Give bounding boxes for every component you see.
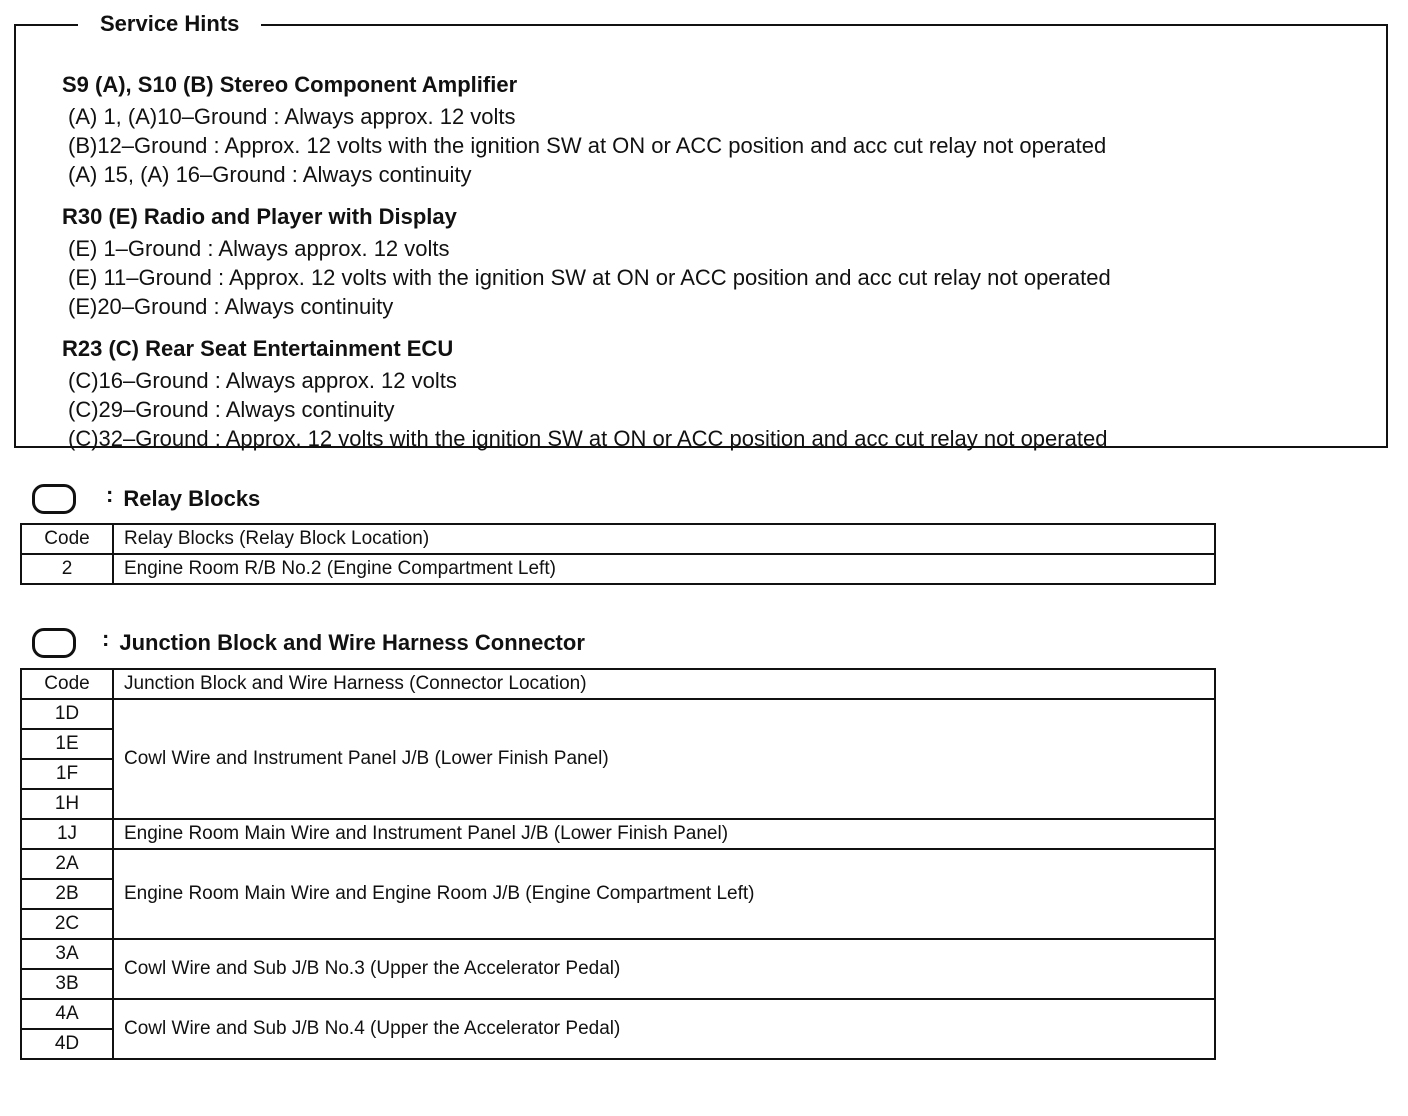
cell-code: 1H [21, 789, 113, 819]
header-location: Junction Block and Wire Harness (Connector Location) [113, 669, 1215, 699]
table-row [21, 939, 1215, 969]
hint-heading: R23 (C) Rear Seat Entertainment ECU [62, 336, 454, 361]
cell-code: 2 [21, 554, 113, 584]
junction-blocks-title: Junction Block and Wire Harness Connector [119, 630, 585, 655]
table-header-row [21, 669, 1215, 699]
cell-code: 2B [21, 879, 113, 909]
hint-group-rear-seat-ecu [62, 334, 1382, 453]
cell-code: 3B [21, 969, 113, 999]
cell-code: 1J [21, 819, 113, 849]
cell-location: Engine Room R/B No.2 (Engine Compartment Left) [113, 554, 1215, 584]
cell-code: 2C [21, 909, 113, 939]
junction-blocks-table [20, 668, 1216, 1060]
cell-location: Cowl Wire and Instrument Panel J/B (Lower Finish Panel) [113, 699, 1215, 819]
hint-line: (E) 11–Ground : Approx. 12 volts with the ignition SW at ON or ACC position and acc cut relay not operated [68, 265, 1111, 290]
hint-line: (A) 15, (A) 16–Ground : Always continuity [68, 162, 472, 187]
relay-blocks-heading [32, 484, 260, 514]
hint-group-radio-player [62, 202, 1382, 321]
hint-group-stereo-amplifier [62, 70, 1382, 189]
hint-heading: R30 (E) Radio and Player with Display [62, 204, 457, 229]
relay-blocks-title: Relay Blocks [123, 486, 261, 511]
service-hints-title: Service Hints [78, 10, 261, 38]
heading-colon: : [102, 626, 110, 651]
hint-line: (E) 1–Ground : Always approx. 12 volts [68, 236, 450, 261]
cell-location: Cowl Wire and Sub J/B No.4 (Upper the Accelerator Pedal) [113, 999, 1215, 1059]
service-hints-box [14, 24, 1388, 451]
table-row [21, 999, 1215, 1029]
relay-blocks-table [20, 523, 1216, 585]
service-hints-body [62, 70, 1382, 466]
hint-line: (B)12–Ground : Approx. 12 volts with the ignition SW at ON or ACC position and acc cut relay not operated [68, 133, 1107, 158]
cell-code: 4D [21, 1029, 113, 1059]
table-row [21, 819, 1215, 849]
table-row [21, 849, 1215, 879]
hint-heading: S9 (A), S10 (B) Stereo Component Amplifier [62, 72, 518, 97]
cell-code: 4A [21, 999, 113, 1029]
junction-blocks-heading [32, 628, 585, 658]
hint-line: (C)16–Ground : Always approx. 12 volts [68, 368, 457, 393]
cell-code: 2A [21, 849, 113, 879]
cell-location: Engine Room Main Wire and Engine Room J/B (Engine Compartment Left) [113, 849, 1215, 939]
cell-location: Engine Room Main Wire and Instrument Panel J/B (Lower Finish Panel) [113, 819, 1215, 849]
cell-location: Cowl Wire and Sub J/B No.3 (Upper the Accelerator Pedal) [113, 939, 1215, 999]
table-row [21, 699, 1215, 729]
header-code: Code [21, 524, 113, 554]
table-row [21, 554, 1215, 584]
cell-code: 1F [21, 759, 113, 789]
junction-block-oval-icon [32, 628, 76, 658]
hint-line: (C)29–Ground : Always continuity [68, 397, 395, 422]
cell-code: 1E [21, 729, 113, 759]
cell-code: 1D [21, 699, 113, 729]
hint-line: (C)32–Ground : Approx. 12 volts with the ignition SW at ON or ACC position and acc cut relay not operated [68, 426, 1108, 451]
header-code: Code [21, 669, 113, 699]
hint-line: (E)20–Ground : Always continuity [68, 294, 394, 319]
cell-code: 3A [21, 939, 113, 969]
heading-colon: : [106, 482, 114, 507]
hint-line: (A) 1, (A)10–Ground : Always approx. 12 volts [68, 104, 516, 129]
table-header-row [21, 524, 1215, 554]
relay-block-oval-icon [32, 484, 76, 514]
header-location: Relay Blocks (Relay Block Location) [113, 524, 1215, 554]
